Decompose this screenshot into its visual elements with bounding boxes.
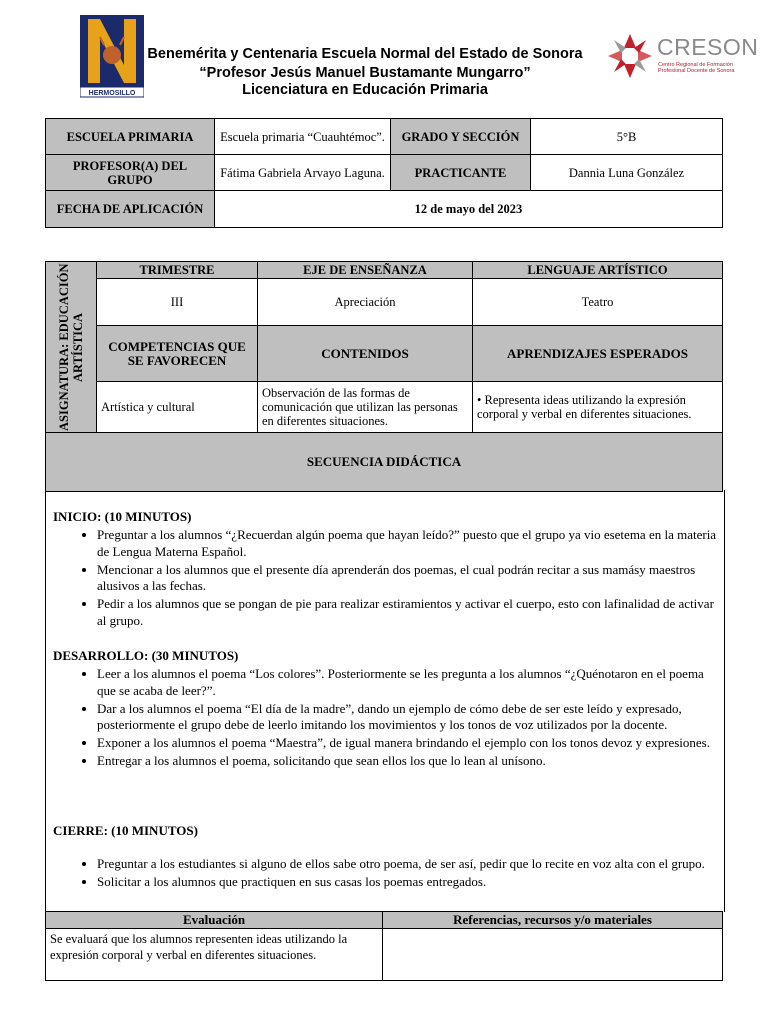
fecha-value: 12 de mayo del 2023 — [215, 191, 723, 228]
profesor-label: PROFESOR(A) DEL GRUPO — [46, 155, 215, 191]
asignatura-cell — [46, 262, 97, 433]
list-item: • Dar a los alumnos el poema “El día de la madre”, dando un ejemplo de cómo debe de ser este leído y expresado, posteriormente el grupo debe de leerlo imitando los movimientos y los tonos de voz utilizados por la docente. — [97, 701, 719, 734]
fecha-label: FECHA DE APLICACIÓN — [46, 191, 215, 228]
escuela-label: ESCUELA PRIMARIA — [46, 119, 215, 155]
evaluacion-header: Evaluación — [46, 912, 383, 929]
school-name: Benemérita y Centenaria Escuela Normal del Estado de Sonora — [147, 46, 583, 62]
grado-label: GRADO Y SECCIÓN — [391, 119, 531, 155]
list-item: • Pedir a los alumnos que se pongan de pie para realizar estiramientos y activar el cuerpo, esto con lafinalidad de activar al grupo. — [97, 596, 719, 629]
list-item: • Solicitar a los alumnos que practiquen en sus casas los poemas entregados. — [97, 874, 719, 891]
svg-text:HERMOSILLO: HERMOSILLO — [88, 90, 136, 97]
lenguaje-value: Teatro — [473, 279, 723, 326]
eje-value: Apreciación — [258, 279, 473, 326]
secuencia-title: SECUENCIA DIDÁCTICA — [46, 433, 723, 492]
creson-logo — [607, 30, 759, 82]
subject-table — [45, 261, 723, 492]
secuencia-didactica — [45, 490, 725, 912]
grado-value: 5°B — [531, 119, 723, 155]
creson-name: CRESON — [657, 34, 759, 60]
aprendizajes-header: APRENDIZAJES ESPERADOS — [473, 326, 723, 382]
creson-emblem-icon — [607, 30, 653, 82]
asignatura-label: ASIGNATURA: EDUCACIÓN ARTÍSTICA — [57, 263, 85, 431]
info-table — [45, 118, 723, 228]
list-item: • Leer a los alumnos el poema “Los colores”. Posteriormente se les pregunta a los alumnos “¿Quénotaron en el poema que se acaba de leer?”. — [97, 666, 719, 699]
creson-subtitle: Centro Regional de Formación Profesional Docente de Sonora — [658, 62, 735, 74]
profesor-value: Fátima Gabriela Arvayo Laguna. — [215, 155, 391, 191]
referencias-header: Referencias, recursos y/o materiales — [383, 912, 723, 929]
contenidos-header: CONTENIDOS — [258, 326, 473, 382]
list-item: • Mencionar a los alumnos que el presente día aprenderán dos poemas, el cual podrán recitar a sus mamásy maestros alusivos a las fechas. — [97, 562, 719, 595]
referencias-value — [383, 929, 723, 981]
list-item: • Preguntar a los alumnos “¿Recuerdan algún poema que hayan leído?” puesto que el grupo ya vio esetema en la materia de Lengua Materna Español. — [97, 527, 719, 560]
escuela-value: Escuela primaria “Cuauhtémoc”. — [215, 119, 391, 155]
eje-header: EJE DE ENSEÑANZA — [258, 262, 473, 279]
school-subtitle: “Profesor Jesús Manuel Bustamante Mungarro” — [199, 65, 531, 81]
aprendizajes-value: • Representa ideas utilizando la expresión corporal y verbal en diferentes situaciones. — [473, 382, 723, 433]
cierre-list — [53, 856, 719, 892]
inicio-list — [53, 527, 719, 631]
cierre-title: CIERRE: (10 MINUTOS) — [53, 823, 198, 838]
contenidos-value: Observación de las formas de comunicación que utilizan las personas en diferentes situaciones. — [258, 382, 473, 433]
evaluation-table — [45, 911, 723, 981]
practicante-label: PRACTICANTE — [391, 155, 531, 191]
trimestre-value: III — [97, 279, 258, 326]
lenguaje-header: LENGUAJE ARTÍSTICO — [473, 262, 723, 279]
desarrollo-title: DESARROLLO: (30 MINUTOS) — [53, 648, 239, 663]
competencias-value: Artística y cultural — [97, 382, 258, 433]
list-item: • Preguntar a los estudiantes si alguno de ellos sabe otro poema, de ser así, pedir que lo recite en voz alta con el grupo. — [97, 856, 719, 873]
competencias-header: COMPETENCIAS QUE SE FAVORECEN — [97, 326, 258, 382]
degree-title: Licenciatura en Educación Primaria — [242, 82, 488, 98]
list-item: • Exponer a los alumnos el poema “Maestra”, de igual manera brindando el ejemplo con los tonos devoz y expresiones. — [97, 735, 719, 752]
desarrollo-list — [53, 666, 719, 771]
practicante-value: Dannia Luna González — [531, 155, 723, 191]
evaluacion-value: Se evaluará que los alumnos representen ideas utilizando la expresión corporal y verbal en diferentes situaciones. — [46, 929, 383, 981]
list-item: • Entregar a los alumnos el poema, solicitando que sean ellos los que lo lean al unísono. — [97, 753, 719, 770]
inicio-title: INICIO: (10 MINUTOS) — [53, 509, 192, 524]
trimestre-header: TRIMESTRE — [97, 262, 258, 279]
